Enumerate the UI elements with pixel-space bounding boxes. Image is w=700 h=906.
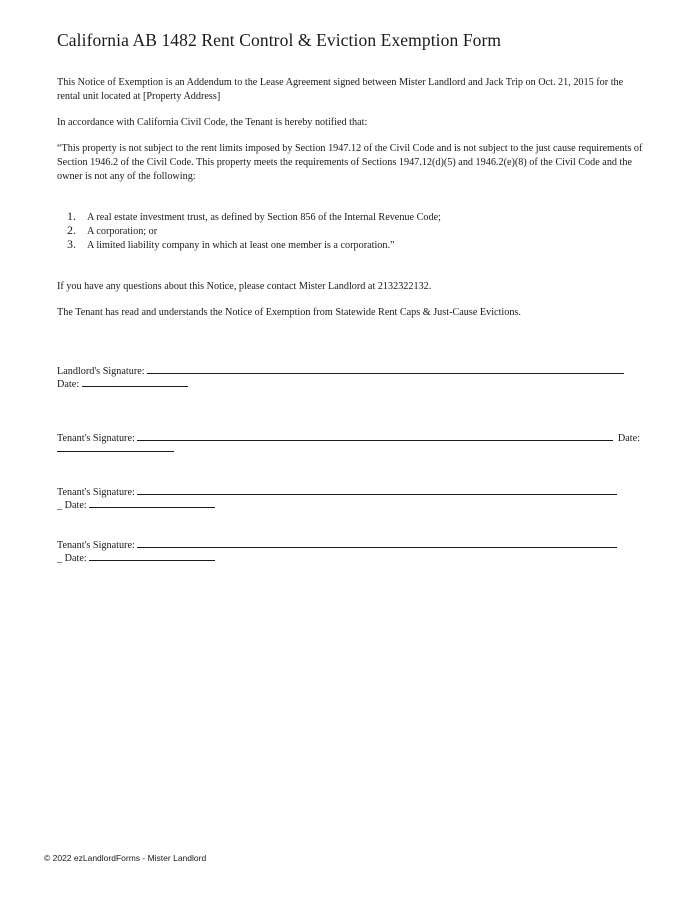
landlord-date-row — [57, 375, 188, 392]
underscore-prefix: _ — [57, 500, 63, 511]
exclusion-list — [67, 209, 441, 251]
tenant-signature-line-3[interactable] — [137, 536, 617, 548]
tenant-date-label-2: Date: — [64, 500, 87, 511]
contact-paragraph: If you have any questions about this Notice, please contact Mister Landlord at 2132322132. — [57, 281, 432, 292]
list-item — [67, 223, 441, 237]
tenant-signature-label: Tenant's Signature: — [57, 433, 135, 444]
landlord-date-label: Date: — [57, 379, 80, 390]
list-number: 1. — [67, 209, 76, 223]
landlord-signature-label: Landlord's Signature: — [57, 366, 145, 377]
list-number: 3. — [67, 237, 76, 251]
footer-copyright: © 2022 ezLandlordForms - Mister Landlord — [44, 853, 207, 863]
list-item — [67, 209, 441, 223]
quote-paragraph: “This property is not subject to the rent limits imposed by Section 1947.12 of the Civil Code and is not subject to the just cause requirements of Section 1946.2 of the Civil Code. This property meets the requirements of Sections 1947.12(d)(5) and 1946.2(e)(8) of the Civil Code and the owner is not any of the following: — [57, 143, 643, 182]
list-text: A limited liability company in which at least one member is a corporation.” — [87, 240, 395, 251]
tenant-date-row-3 — [57, 549, 215, 566]
tenant-date-line-1[interactable] — [57, 440, 174, 452]
landlord-date-line[interactable] — [82, 375, 188, 387]
tenant-signature-line-1[interactable] — [137, 429, 613, 441]
list-item — [67, 237, 441, 251]
intro-paragraph: This Notice of Exemption is an Addendum to the Lease Agreement signed between Mister Landlord and Jack Trip on Oct. 21, 2015 for the rental unit located at [Property Address] — [57, 77, 624, 102]
tenant-date-line-3[interactable] — [89, 549, 215, 561]
tenant-signature-line-2[interactable] — [137, 483, 617, 495]
acknowledge-paragraph: The Tenant has read and understands the Notice of Exemption from Statewide Rent Caps & Just-Cause Evictions. — [57, 307, 521, 318]
accordance-paragraph: In accordance with California Civil Code, the Tenant is hereby notified that: — [57, 117, 368, 128]
tenant-signature-label: Tenant's Signature: — [57, 540, 135, 551]
page-title: California AB 1482 Rent Control & Eviction Exemption Form — [57, 30, 502, 50]
tenant-date-line-2[interactable] — [89, 496, 215, 508]
list-number: 2. — [67, 223, 76, 237]
tenant-signature-label: Tenant's Signature: — [57, 487, 135, 498]
underscore-prefix: _ — [57, 553, 63, 564]
landlord-signature-line[interactable] — [147, 362, 624, 374]
list-text: A corporation; or — [87, 226, 158, 237]
tenant-date-row-1 — [57, 440, 174, 457]
tenant-date-row-2 — [57, 496, 215, 513]
list-text: A real estate investment trust, as defined by Section 856 of the Internal Revenue Code; — [87, 212, 441, 223]
tenant-date-label-3: Date: — [64, 553, 87, 564]
tenant-date-label-1: Date: — [617, 433, 640, 444]
